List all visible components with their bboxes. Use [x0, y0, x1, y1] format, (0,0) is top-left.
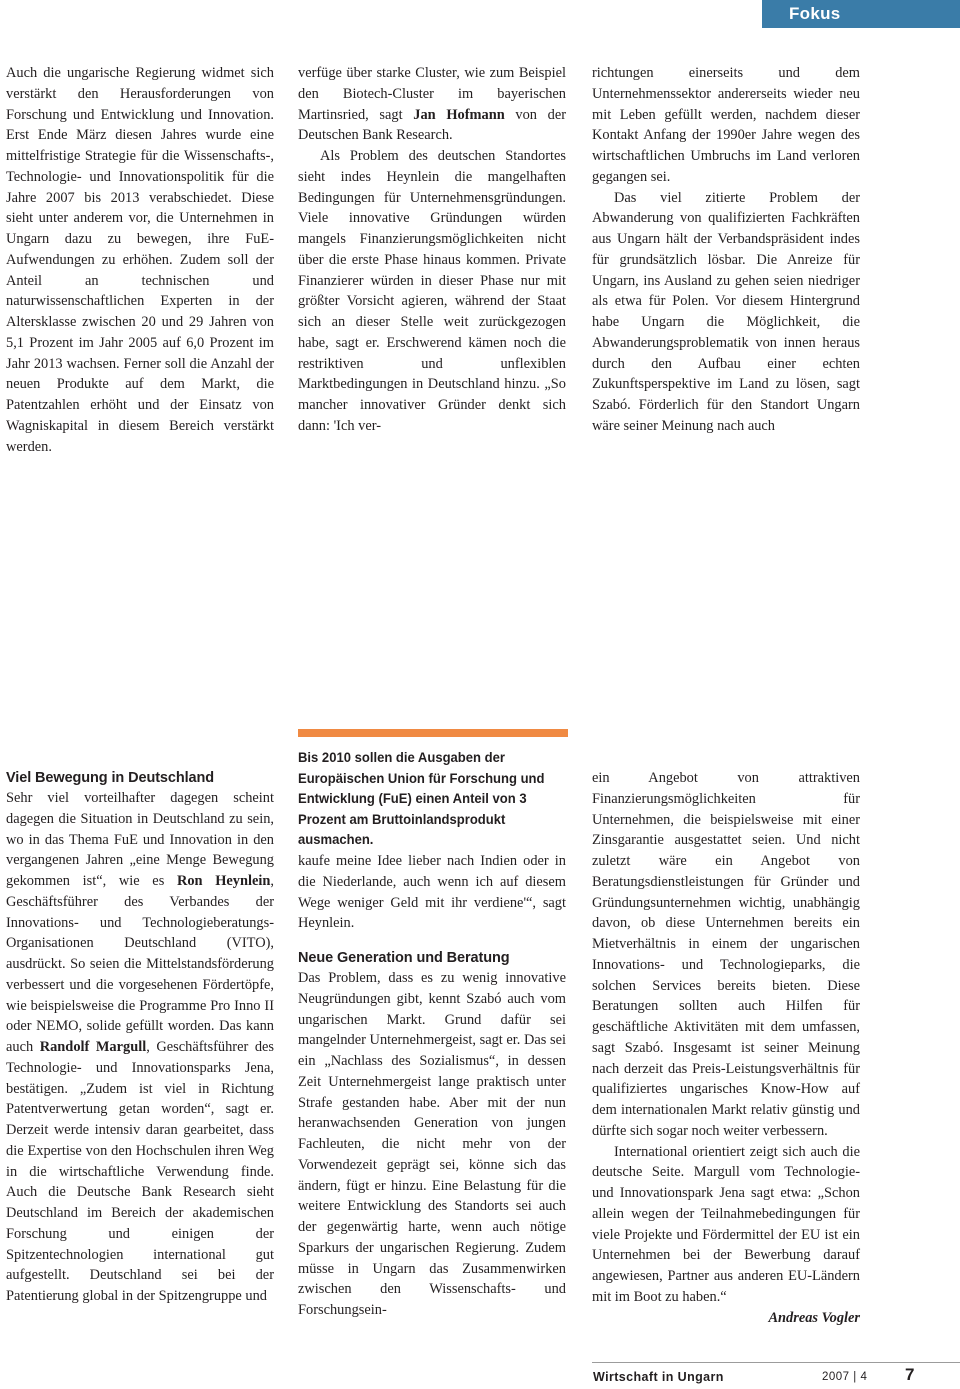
section-tab: Fokus	[762, 0, 960, 28]
paragraph: verfüge über starke Cluster, wie zum Beispiel den Biotech-Cluster im bayerischen Martinsried, sagt Jan Hofmann von der Deutschen Bank Research.	[298, 65, 566, 144]
pull-quote-accent-bar	[298, 729, 568, 737]
publication-name: Wirtschaft in Ungarn	[593, 1370, 724, 1384]
page-number: 7	[905, 1365, 915, 1384]
pull-quote: Bis 2010 sollen die Ausgaben der Europäischen Union für Forschung und Entwicklung (FuE) einen Anteil von 3 Prozent am Bruttoinlandsprodukt ausmachen.	[298, 750, 545, 847]
paragraph: ein Angebot von attraktiven Finanzierungsmöglichkeiten für Unternehmen, die beispielsweise mit einer Zinsgarantie ausgestattet seien. Und nicht zuletzt wäre ein Angebot von Beratungsdienstleistungen für Gründer und Gründungsunternehmen wichtig, unabhängig davon, ob diese Unternehmen bereits ein Mietverhältnis in einem der ungarischen Innovations- und Technologieparks, die solchen Services bereits bieten. Diese Beratungen sollten auch Hilfen für geschäftliche Aktivitäten mit dem umfassen, sagt Szabó. Insgesamt ist seiner Meinung nach derzeit das Preis-Leistungsverhältnis für qualifiziertes ungarisches Know-How auf dem internationalen Markt relativ günstig und dürfte sich sogar noch weiter verbessern.	[592, 770, 860, 1139]
paragraph: Sehr viel vorteilhafter dagegen scheint dagegen die Situation in Deutschland zu sein, wo in das Thema FuE und Innovation in den vergangenen Jahren „eine Menge Bewegung gekommen ist“, wie es Ron Heynlein, Geschäftsführer des Verbandes der Innovations- und Technologieberatungs-Organisationen Deutschland (VITO), ausdrückt. So seien die Mittelstandsförderung verbessert und die vorgesehenen Fördertöpfe, wie beispielsweise die Programme Pro Inno II oder NEMO, solide gefüllt worden. Das kann auch Randolf Margull, Geschäftsführer des Technologie- und Innovationsparks Jena, bestätigen. „Zudem ist viel in Richtung Patentverwertung getan worden“, sagt er. Derzeit werde intensiv daran gearbeitet, dass die Expertise von den Hochschulen ihren Weg in die wirtschaftliche Verwendung finde. Auch die Deutsche Bank Research sieht Deutschland im Bereich der akademischen Forschung und einigen der Spitzentechnologien international gut aufgestellt. Deutschland sei bei der Patentierung global in der Spitzengruppe und	[6, 790, 275, 1304]
paragraph: International orientiert zeigt sich auch die deutsche Seite. Margull vom Technologie- und Innovationspark Jena sagt etwa: „Schon allein wegen der Teilnahmebedingungen für viele Projekte und Fördermittel der EU ist ein Unternehmen bei der Bewerbung darauf angewiesen, Partner aus anderen EU-Ländern mit im Boot zu haben.“	[592, 1143, 860, 1305]
author-signature: Andreas Vogler	[768, 1309, 860, 1326]
section-heading: Viel Bewegung in Deutschland	[6, 770, 215, 786]
paragraph: Auch die ungarische Regierung widmet sich verstärkt den Herausforderungen von Forschung und Entwicklung und Innovation. Erst Ende März diesen Jahres wurde eine mittelfristige Strategie für die Wissenschafts-, Technologie- und Innovationspolitik für die Jahre 2007 bis 2013 verabschiedet. Diese sieht unter anderem vor, die Unternehmen in Ungarn dazu zu bewegen, ihre FuE-Aufwendungen zu erhöhen. Zudem soll der Anteil an technischen und naturwissenschaftlichen Experten in der Altersklasse zwischen 20 und 29 Jahren von 5,1 Prozent im Jahr 2005 auf 6,0 Prozent im Jahr 2013 wachsen. Ferner soll die Anzahl der neuen Produkte auf dem Markt, die Patentzahlen erhöht und der Einsatz von Wagniskapital in diesem Bereich verstärkt werden.	[6, 65, 274, 455]
paragraph: richtungen einerseits und dem Unternehmenssektor andererseits wieder neu mit Leben gefüllt werden, nachdem dieser Kontakt Anfang der 1990er Jahre wegen des wirtschaftlichen Umbruchs im Land verloren gegangen sei.	[592, 65, 860, 185]
section-heading: Neue Generation und Beratung	[298, 950, 510, 966]
person-name: Jan Hofmann	[413, 106, 505, 123]
paragraph: kaufe meine Idee lieber nach Indien oder in die Niederlande, auch wenn ich auf diesem Wege weniger Geld mit ihr verdiene'“, sagt Heynlein.	[298, 853, 566, 932]
article-column-2-bottom	[298, 851, 566, 1321]
article-column-3-bottom	[592, 768, 860, 1328]
paragraph: Das Problem, dass es zu wenig innovative Neugründungen gibt, kennt Szabó auch vom ungarischen Markt. Grund dafür sei mangelnder Unternehmergeist, sagt er. Das sei ein „Nachlass des Sozialismus“, in dessen Zeit Unternehmergeist lange praktisch unter Strafe gestanden habe. Aber mit der nun heranwachsenden Generation von jungen Fachleuten, die nicht mehr von der Vorwendezeit geprägt sei, könne sich das ändern, fügt er hinzu. Eine Belastung für die weitere Entwicklung des Standorts sei auch der gegenwärtig harte, wenn auch nötige Sparkurs der ungarischen Regierung. Zudem müsse in Ungarn das Zusammenwirken zwischen den Wissenschafts- und Forschungsein-	[298, 970, 566, 1318]
footer-divider	[592, 1362, 960, 1363]
person-name: Randolf Margull	[39, 1039, 147, 1055]
issue-number: 2007 | 4	[822, 1371, 868, 1383]
paragraph: Das viel zitierte Problem der Abwanderung von qualifizierten Fachkräften aus Ungarn hält der Verbandspräsident indes für grundsätzlich lösbar. Die Anreize für Ungarn, ins Ausland zu gehen seien niedriger als etwa für Polen. Vor diesem Hintergrund habe Ungarn die Möglichkeit, die Abwanderungsproblematik von innen heraus durch den Aufbau einer echten Zukunftsperspektive im Land zu lösen, sagt Szabó. Förderlich für den Standort Ungarn wäre seiner Meinung nach auch	[592, 189, 860, 434]
person-name: Ron Heynlein	[176, 873, 271, 889]
article-column-2-top	[298, 63, 566, 437]
article-column-1-bottom	[6, 768, 274, 1307]
article-column-3-top	[592, 63, 860, 437]
paragraph: Als Problem des deutschen Standortes sieht indes Heynlein die mangelhaften Bedingungen für Unternehmensgründungen. Viele innovative Gründungen würden mangels Finanzierungsmöglichkeiten nicht über die erste Phase hinaus kommen. Private Finanzierer würden in dieser Phase nur mit größter Vorsicht agieren, während der Staat sich an dieser Stelle weit zurückgezogen habe, sagt er. Erschwerend kämen noch die restriktiven und unflexiblen Marktbedingungen in Deutschland hinzu. „So mancher innovativer Gründer denkt sich dann: 'Ich ver-	[298, 148, 566, 434]
article-column-1-top	[6, 63, 274, 457]
